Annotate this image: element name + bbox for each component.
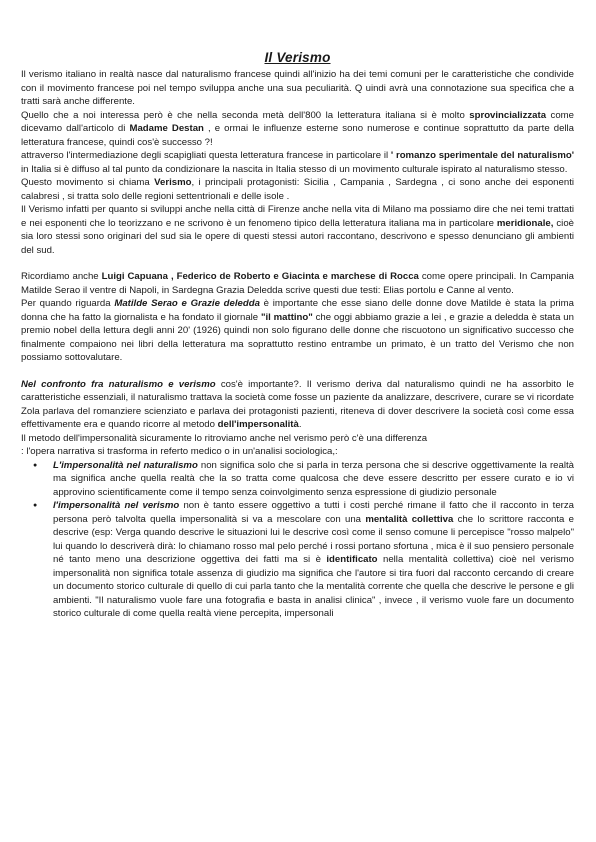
list-item-naturalism [53,459,574,500]
emphasis-text: "il mattino" [260,311,313,323]
paragraph-south [21,203,574,257]
document-page [21,50,574,621]
emphasis-text: identificato [326,554,378,565]
emphasis-text: Verismo [154,177,192,188]
emphasis-text: ' romanzo sperimentale del naturalismo' [390,150,574,161]
page-title: Il Verismo [264,50,331,65]
body-text: in Italia si è diffuso al tal punto da condizionare la nascita in Italia stesso di un movimento culturale ispirato al naturalismo stesso. [21,163,568,175]
body-text: come dicevamo dall'articolo di [21,109,574,134]
emphasis-text: Matilde Serao e Grazie deledda [114,298,260,309]
body-text: Il Verismo infatti per quanto si sviluppi anche nella città di Firenze anche nella vita di Milano ma possiamo dire che nei temi trattati e nei esponenti che lo teorizzano e ne scrivono è un fenomeno tipico della letteratura italiana ma in particolare [21,204,574,229]
body-text: . [298,419,302,430]
body-text: non è tanto essere oggettivo a tutti i costi perché rimane il fatto che il racconto in terza persona però talvolta quella impersonalità si va a mescolare con una [53,500,574,525]
body-text: che lo scrittore racconta e descrive (esp: Verga quando descrive le situazioni lui le descrive così come il senso comune li percepisce "rosso malpelo" lui quando lo descriverà dirà: lo chiamano rosso mal pelo perché i rossi portano sfortuna , mica è il suo pensiero personale né tanto meno una descrizione oggettiva dei fatti ma si è [53,513,574,565]
body-text: attraverso l'intermediazione degli scapigliati questa letteratura francese in particolare il [21,150,391,161]
paragraph-referto [21,445,574,459]
paragraph-influences [21,109,574,150]
paragraph-impersonality [21,432,574,446]
emphasis-text: Madame Destan [129,123,204,134]
paragraph-origins [21,68,574,109]
paragraph-gap [21,257,574,270]
emphasis-text: meridionale, [496,217,554,229]
emphasis-text: l'impersonalità nel verismo [53,500,180,511]
paragraph-gap [21,365,574,378]
emphasis-text: Luigi Capuana , Federico de Roberto e Giacinta e marchese di Rocca [101,271,419,282]
body-text: come opere principali. In Campania Matilde Serao il ventre di Napoli, in Sardegna Grazia Deledda scrive questi due testi: Elias portolu e Canne al vento. [21,271,574,296]
emphasis-text: dell'impersonalità [217,419,299,430]
body-text: Il verismo italiano in realtà nasce dal naturalismo francese quindi all'inizio ha dei temi comuni per le caratteristiche che condivide con il movimento francese poi nel tempo sviluppa anche una sua peculiarità. Q uindi avrà una connotazione sua specifica che a tratti sarà anche differente. [21,69,574,107]
body-text: Questo movimento si chiama [21,177,155,188]
emphasis-text: Nel confronto fra naturalismo e verismo [21,378,216,390]
list-item-verismo [53,499,574,621]
paragraph-comparison [21,378,574,432]
body-text: cos'è importante?. Il verismo deriva dal naturalismo quindi ne ha assorbito le caratteristiche essenziali, il naturalismo trattava la società come fosse un paziente da analizzare, descrivere, curare se vi ricordate Zola parlava del romanziere scienziato e parlava dei protagonisti pazienti, riteneva di dover descrivere la società così come essa effettivamente era e quando ricorre al metodo [21,378,575,430]
body-text: Ricordiamo anche [21,271,102,282]
body-text: che oggi abbiamo grazie a lei , e grazie a deledda è stata un premio nobel della lettura degli anni 20' (1926) quindi non solo figurano delle donne che riscuotono un significativo successo che finalmente compaiono nei libri della letteratura ma soprattutto restino entrambe un primato, è un tratto del Verismo che non possiamo sottovalutare. [21,311,574,363]
emphasis-text: sprovincializzata [469,109,547,121]
body-text: nella mentalità collettiva) cioè nel verismo impersonalità non significa totale assenza di giudizio ma significa che l'autore si tira fuori dal racconto cercando di creare un documento storico culturale di quello di cui parla tanto che la mentalità corrente che quella che descrive le persone e gli ambienti. "Il naturalismo vuole fare una fotografia e basta in analisi clinica" , invece , il verismo vuole fare un documento storico culturale di come quella realtà viene percepita, impersonali [53,554,574,619]
body-text: cioè sia loro stessi sono originari del sud sia le opere di questi stessi autori raccontano, descrivono e spesso denunciano gli ambienti del sud. [21,217,574,256]
emphasis-text: mentalità collettiva [365,513,454,525]
body-text: non significa solo che si parla in terza persona che si descrive oggettivamente la realtà ma significa anche quella realtà che la so tratta come qualcosa che deve essere descritto per essere curato e io vi approvino scientificamente come il tempo senza coinvolgimento senza espressione di giudizio personale [53,459,574,498]
emphasis-text: L'impersonalità nel naturalismo [53,459,198,471]
paragraph-women-writers [21,297,574,365]
paragraph-authors [21,270,574,297]
impersonality-list [21,459,574,621]
body-text: , e ormai le influenze esterne sono numerose e continue soprattutto da parte della letteratura francese, quindi cos'è successo ?! [21,123,575,148]
body-text: Quello che a noi interessa però è che nella seconda metà dell'800 la letteratura italiana si è molto [21,109,470,121]
body-text: Il metodo dell'impersonalità sicuramente lo ritroviamo anche nel verismo però c'è una differenza [21,432,428,444]
paragraph-movement [21,176,574,203]
body-text: Per quando riguarda [21,298,115,309]
body-text: , i principali protagonisti: Sicilia , Campania , Sardegna , ci sono anche dei esponenti calabresi , si tratta solo delle regioni settentrionali e delle isole . [21,177,574,202]
body-text: : l'opera narrativa si trasforma in referto medico o in un'analisi sociologica,: [21,446,338,457]
paragraph-scapigliati [21,149,574,176]
body-text: è importante che esse siano delle donne dove Matilde è stata la prima donna che ha fatto la giornalista e ha fondato il giornale [21,298,575,323]
